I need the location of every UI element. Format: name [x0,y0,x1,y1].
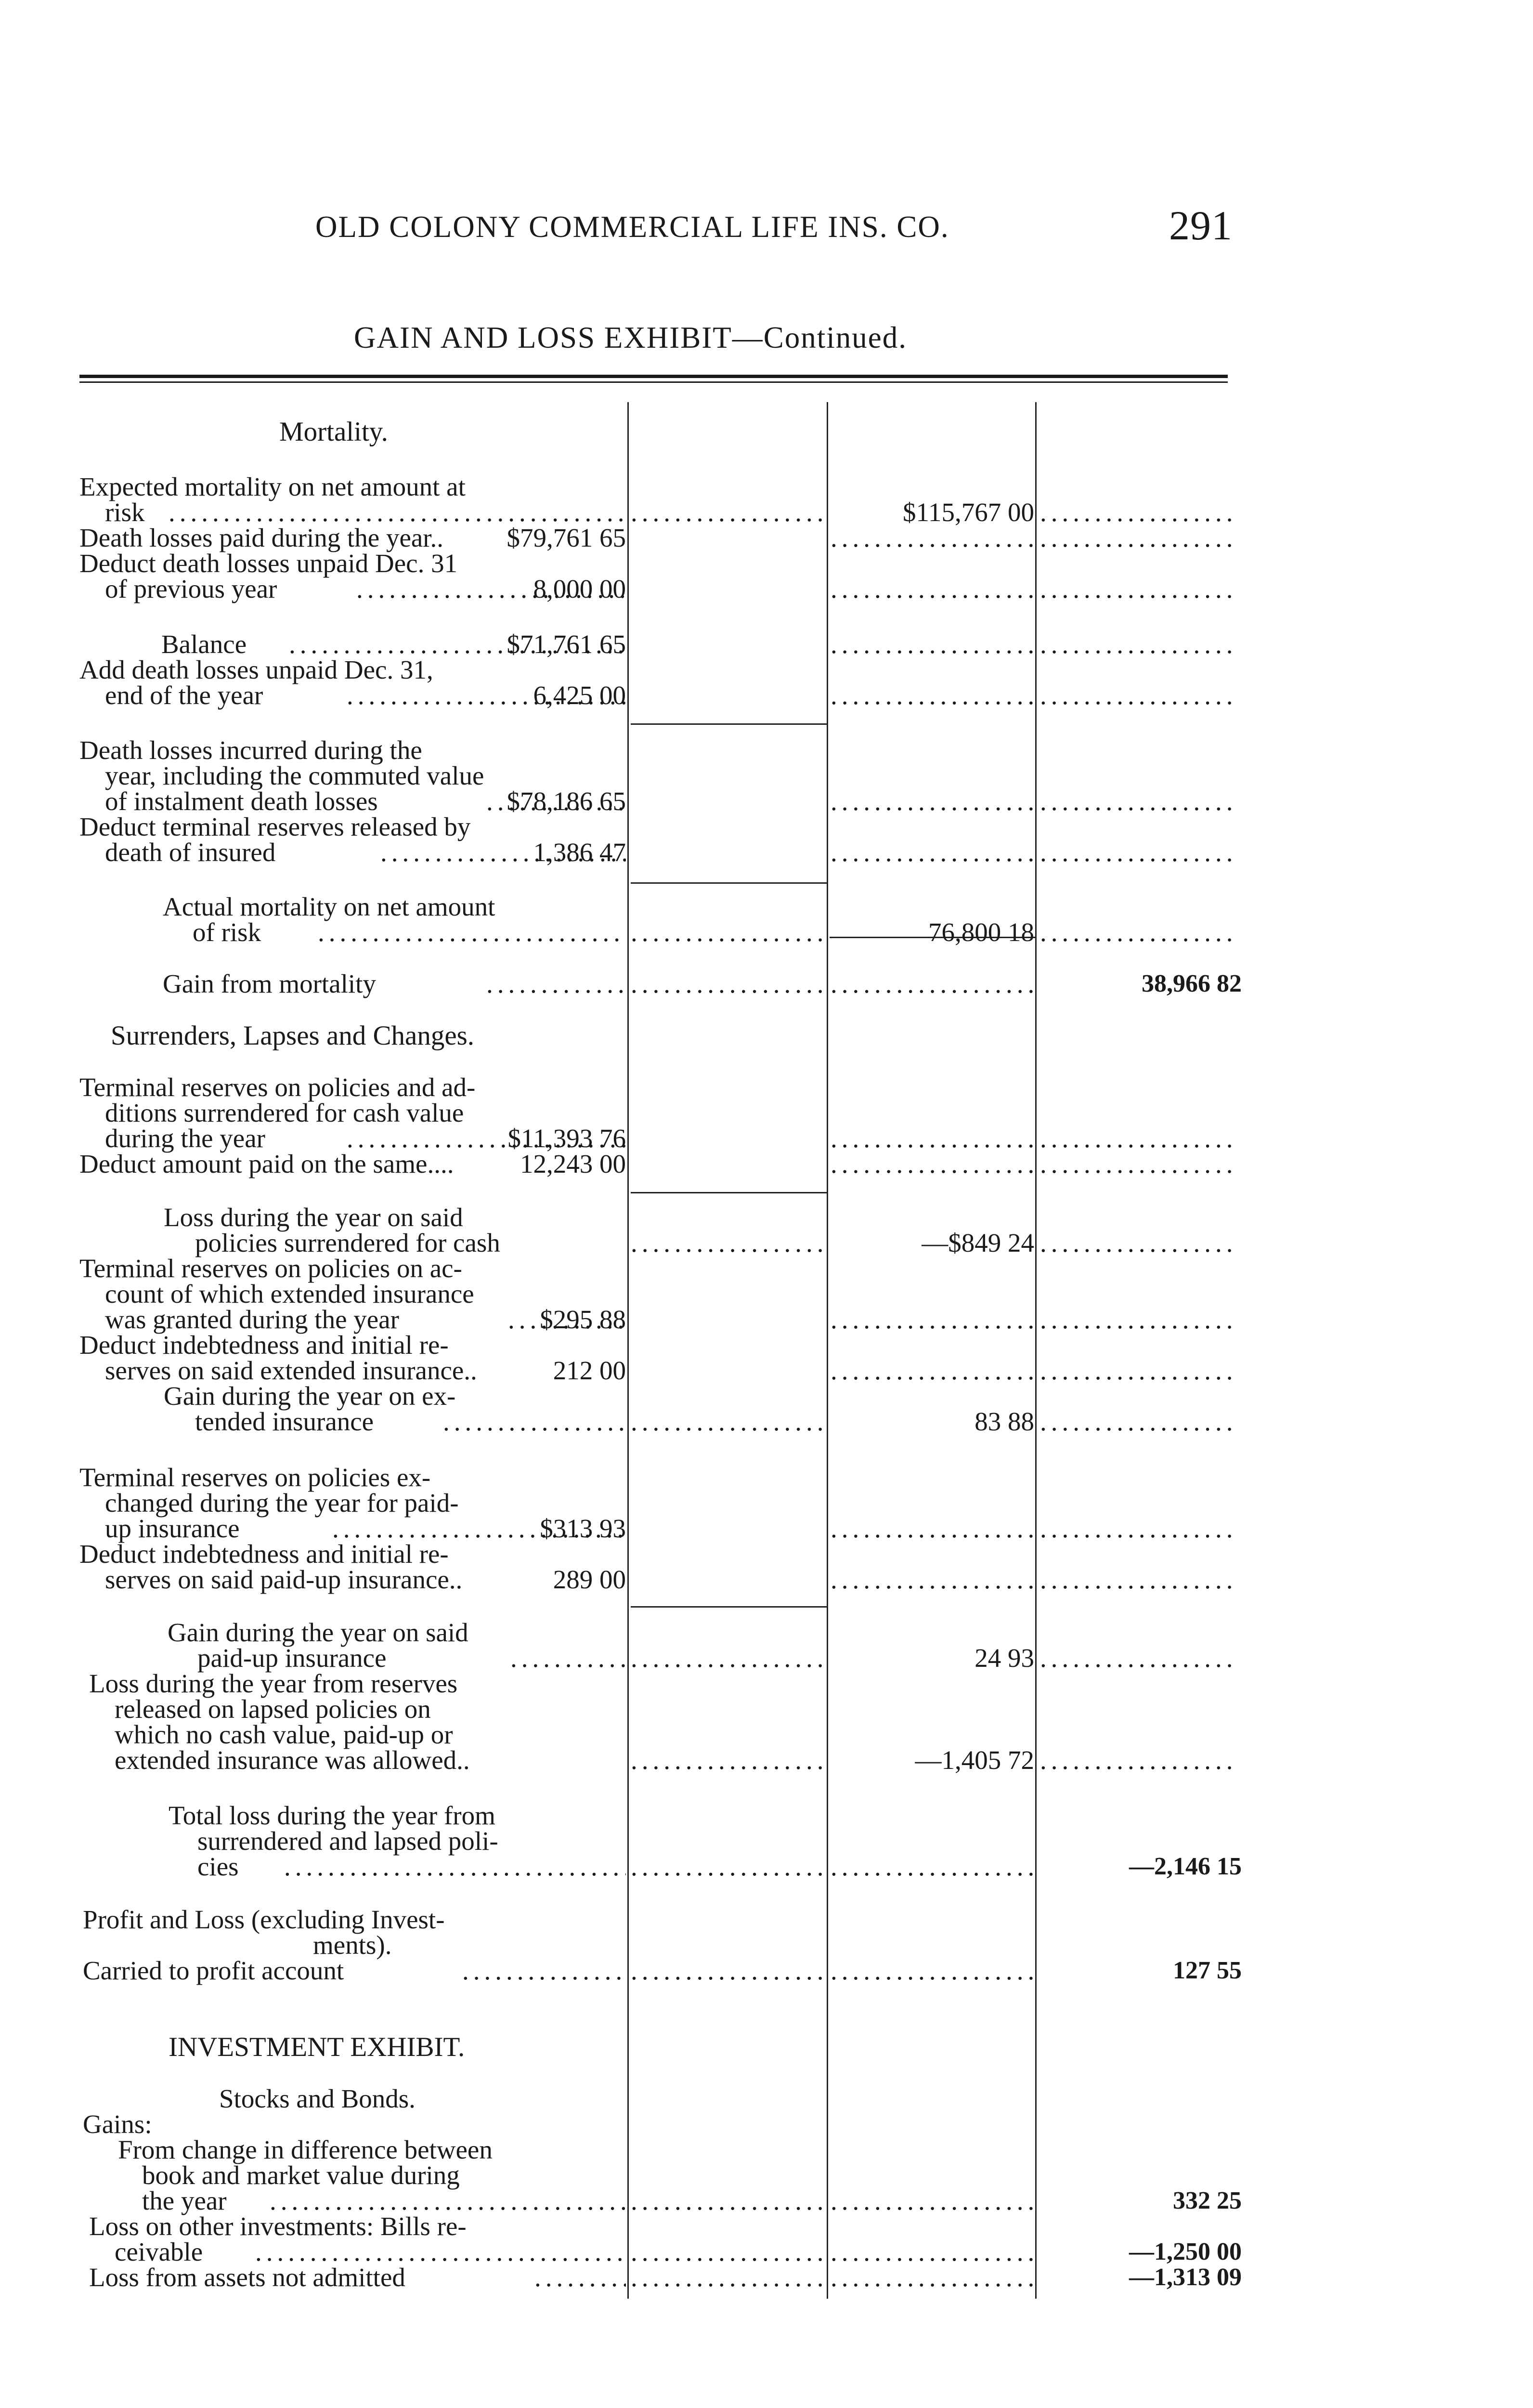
row-label: Loss from assets not admitted [89,2263,405,2292]
leader-dots [1040,1125,1237,1152]
row-label: Deduct indebtedness and initial re- [79,1330,449,1360]
leader-dots [831,1515,1033,1542]
leader-dots [631,970,826,997]
subtotal-rule [631,882,828,884]
row-label: Deduct terminal reserves released by [79,812,471,841]
row-label: ditions surrendered for cash value [105,1098,464,1127]
amount-col2: 24 93 [974,1643,1034,1673]
leader-dots [831,524,1033,551]
page-number: 291 [1169,202,1233,249]
row-label: Deduct amount paid on the same.... [79,1149,454,1178]
row-label: Add death losses unpaid Dec. 31, [79,655,433,684]
leader-dots [831,2264,1033,2290]
leader-dots [831,2238,1033,2265]
row-label: Deduct indebtedness and initial re- [79,1539,449,1569]
row-label: Gains: [83,2109,152,2139]
leader-dots [1040,919,1237,945]
amount-col3: —1,250 00 [1129,2238,1242,2265]
row-label: Total loss during the year from [169,1801,495,1830]
leader-dots [631,1408,826,1435]
row-label: Loss during the year from reserves [89,1669,458,1698]
amount-col1: $78,186 65 [507,786,626,816]
leader-dots [1040,576,1237,602]
row-label: Actual mortality on net amount [163,892,495,921]
leader-dots [510,1645,626,1671]
column-divider-2 [827,402,828,2299]
row-label: year, including the commuted value [105,761,484,790]
leader-dots [1040,1230,1237,1256]
leader-dots [631,1957,826,1984]
leader-dots [831,788,1033,814]
row-label: Death losses incurred during the [79,735,422,765]
amount-col1: $79,761 65 [507,523,626,552]
column-divider-1 [627,402,629,2299]
row-label: paid-up insurance [197,1643,387,1673]
row-label: Gain during the year on ex- [164,1381,456,1411]
amount-col1: 212 00 [553,1356,626,1385]
leader-dots [831,682,1033,708]
amount-col1: 12,243 00 [520,1149,626,1178]
leader-dots [631,2264,826,2290]
row-label: serves on said extended insurance.. [105,1356,477,1385]
amount-col3: 332 25 [1173,2187,1242,2214]
section-heading-investment: INVESTMENT EXHIBIT. [169,2032,465,2062]
leader-dots [631,1747,826,1773]
leader-dots [831,1151,1033,1177]
running-title: OLD COLONY COMMERCIAL LIFE INS. CO. [315,210,949,244]
row-label: Terminal reserves on policies ex- [79,1463,431,1492]
row-label: the year [142,2186,227,2215]
row-label: of risk [193,917,261,947]
row-label: released on lapsed policies on [115,1694,431,1724]
leader-dots [534,2264,626,2290]
leader-dots [831,1125,1033,1152]
leader-dots [1040,1306,1237,1333]
leader-dots [1040,524,1237,551]
amount-col1: 8,000 00 [533,574,626,603]
amount-col2: —1,405 72 [915,1745,1034,1775]
leader-dots [831,2187,1033,2214]
row-label: surrendered and lapsed poli- [197,1826,498,1856]
amount-col3: —1,313 09 [1129,2264,1242,2291]
row-label: Gain during the year on said [168,1618,468,1647]
leader-dots [284,1853,626,1880]
leader-dots [631,2187,826,2214]
leader-dots [831,1357,1033,1384]
leader-dots [1040,1151,1237,1177]
row-label: tended insurance [195,1407,374,1436]
leader-dots [831,631,1033,657]
row-label: Loss during the year on said [164,1203,463,1232]
row-label: Balance [161,629,247,659]
row-label: risk [105,497,145,527]
amount-col2: 83 88 [974,1407,1034,1436]
amount-col1: $71,761 65 [507,629,626,659]
leader-dots [631,919,826,945]
leader-dots [831,970,1033,997]
amount-col2: $115,767 00 [903,497,1034,527]
row-label: Expected mortality on net amount at [79,472,466,501]
thin-rule [79,381,1228,383]
row-label: serves on said paid-up insurance.. [105,1565,463,1594]
leader-dots [169,499,626,525]
leader-dots [1040,499,1237,525]
leader-dots [631,1230,826,1256]
leader-dots [1040,1645,1237,1671]
section-heading-mortality: Mortality. [279,417,388,447]
leader-dots [1040,1747,1237,1773]
leader-dots [631,499,826,525]
leader-dots [831,1853,1033,1880]
amount-col1: 6,425 00 [533,681,626,710]
sub-heading-stocks: Stocks and Bonds. [219,2084,416,2113]
row-label: death of insured [105,838,276,867]
amount-col1: $11,393 76 [507,1124,626,1153]
leader-dots [318,919,626,945]
subtotal-rule [631,723,828,725]
leader-dots [631,2238,826,2265]
column-divider-3 [1035,402,1037,2299]
row-label: count of which extended insurance [105,1279,474,1309]
leader-dots [462,1957,626,1984]
leader-dots [1040,839,1237,865]
row-label: of instalment death losses [105,786,378,816]
leader-dots [1040,631,1237,657]
amount-col1: 1,386 47 [533,838,626,867]
exhibit-subtitle: GAIN AND LOSS EXHIBIT—Continued. [354,321,907,354]
amount-col1: 289 00 [553,1565,626,1594]
row-label: was granted during the year [105,1305,399,1334]
row-label: extended insurance was allowed.. [115,1745,470,1775]
row-label: Profit and Loss (excluding Invest- [83,1905,445,1934]
leader-dots [270,2187,626,2214]
row-label: up insurance [105,1514,240,1543]
row-label: ceivable [115,2237,203,2266]
leader-dots [1040,1566,1237,1593]
row-label: ments). [313,1930,392,1960]
leader-dots [1040,1408,1237,1435]
amount-col1: $295 88 [540,1305,626,1334]
amount-col3: 38,966 82 [1142,970,1242,997]
amount-col3: —2,146 15 [1129,1853,1242,1880]
row-label: cies [197,1852,239,1881]
row-label: Deduct death losses unpaid Dec. 31 [79,549,458,578]
section-heading-surrenders: Surrenders, Lapses and Changes. [111,1021,475,1051]
leader-dots [1040,1357,1237,1384]
row-label: Loss on other investments: Bills re- [89,2212,467,2241]
leader-dots [631,1645,826,1671]
row-label: Carried to profit account [83,1956,344,1985]
heavy-rule [79,375,1228,378]
leader-dots [831,1306,1033,1333]
row-label: of previous year [105,574,277,603]
amount-col3: 127 55 [1173,1957,1242,1984]
leader-dots [443,1408,626,1435]
row-label: Gain from mortality [163,969,376,998]
leader-dots [1040,682,1237,708]
leader-dots [831,1957,1033,1984]
leader-dots [1040,1515,1237,1542]
row-label: policies surrendered for cash [195,1228,500,1257]
row-label: which no cash value, paid-up or [115,1720,453,1749]
subtotal-rule [631,1606,828,1608]
leader-dots [831,576,1033,602]
leader-dots [255,2238,626,2265]
row-label: From change in difference between [118,2135,493,2164]
leader-dots [831,839,1033,865]
row-label: end of the year [105,681,263,710]
leader-dots [831,1566,1033,1593]
leader-dots [631,1853,826,1880]
row-label: book and market value during [142,2160,460,2190]
leader-dots [1040,788,1237,814]
subtotal-rule [631,1192,828,1193]
leader-dots [486,970,626,997]
row-label: Terminal reserves on policies and ad- [79,1073,476,1102]
amount-col2: 76,800 18 [928,917,1034,947]
row-label: during the year [105,1124,265,1153]
row-label: changed during the year for paid- [105,1488,459,1518]
amount-col1: $313 93 [540,1514,626,1543]
row-label: Death losses paid during the year.. [79,523,444,552]
amount-col2: —$849 24 [922,1228,1034,1257]
row-label: Terminal reserves on policies on ac- [79,1254,462,1283]
